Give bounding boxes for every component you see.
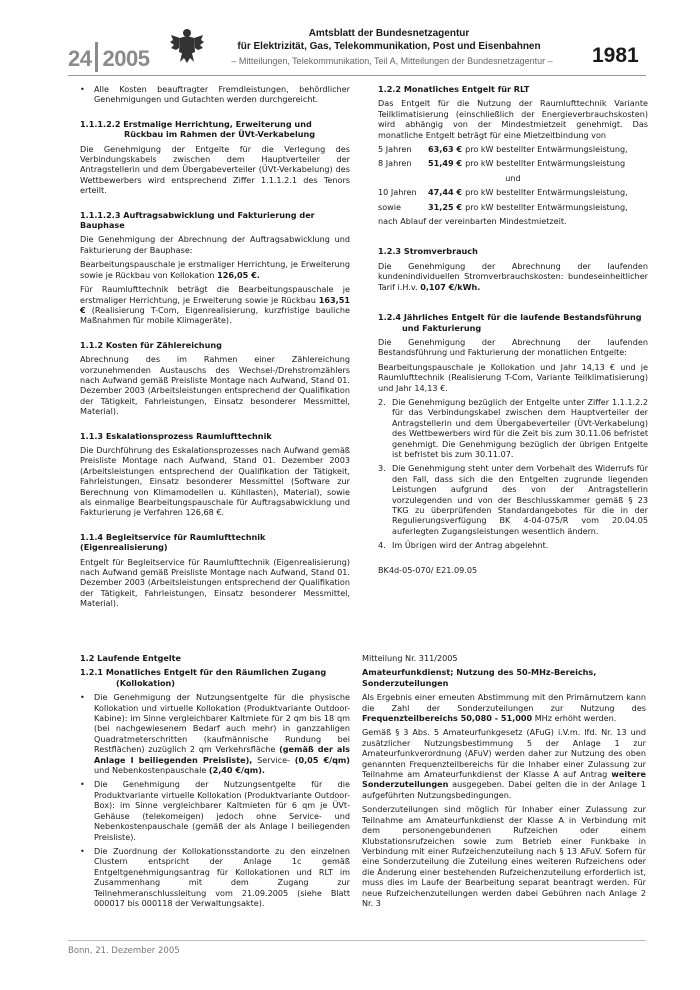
list-item: • Die Zuordnung der Kollokationsstandorte zu den einzelnen Clustern entspricht der Anlage 1c gemäß Entgeltgenehmigungsantrag für Kollokationen und RLT im Zusammenhang mit dem Zugang zur Teilnehmeranschlussleitung vom 21.09.2005 (siehe Blatt 000017 bis 000118 der Verwaltungsakte). xyxy=(80,846,350,908)
issue-year: 2005 xyxy=(102,46,150,71)
issue-separator xyxy=(95,42,98,72)
section-heading: 1.2.4 Jährliches Entgelt für die laufende Bestandsführung und Fakturierung xyxy=(378,312,642,333)
numbered-item: 4. Im Übrigen wird der Antrag abgelehnt. xyxy=(378,540,549,551)
list-item: • Die Genehmigung der Nutzungsentgelte für die Produktvariante virtuelle Kollokation (Produktvariante Outdoor-Box): im Sinne vergleichbarer Kaltmieten für 6 qm je ÜVt-Gehäuse (telekomeigen) jedoch ohne Service- und Nebenkostenpauschale (gemäß der als Anlage I beiliegenden Preisliste). xyxy=(80,779,350,841)
price-value: 51,49 € xyxy=(428,158,463,169)
announcement-number: Mitteilung Nr. 311/2005 xyxy=(362,653,458,663)
paragraph: Das Entgelt für die Nutzung der Raumlufttechnik Variante Teilklimatisierung (einschließlich der Energieverbrauchskosten) wird abhängig von der Mindestmietzeit genehmigt. Das monatliche Entgelt beträgt für eine Mietzeitbindung von xyxy=(378,98,648,140)
paragraph: Sonderzuteilungen sind möglich für Inhaber einer Zulassung zur Teilnahme am Amateurfunkdienst der Klasse A in Verbindung mit dem personengebundenen Rufzeichen oder einem Klubstationsrufzeichen sowie zum Betrieb einer Funkbake in Verbindung mit einer Rufzeichenzuteilung nach § 13 AFuV. Sofern für eine Sonderzuteilung die Zuteilung eines weiteren Rufzeichens oder die Änderung einer bestehenden Rufzeichenzuteilung erforderlich ist, muss dies im Laufe der Bearbeitung separat beantragt werden. Für neue Rufzeichenzuteilungen werden dabei Gebühren nach Anlage 2 Nr. 3 xyxy=(362,804,646,908)
paragraph: Abrechnung des im Rahmen einer Zählereichung vorzunehmenden Austauschs des Wechsel-/Drehstromzählers nach Aufwand gemäß Preisliste Montage nach Aufwand, Stand 01. Dezember 2003 (Arbeitsleistungen entsprechend der Qualifikation der Tätigkeit, Fahrleistungen, Einsatz besonderer Messmittel, Material). xyxy=(80,354,350,417)
paragraph: Die Durchführung des Eskalationsprozesses nach Aufwand gemäß Preisliste Montage nach Aufwand, Stand 01. Dezember 2003 (Arbeitsleistungen entsprechend der Qualifikation der Tätigkeit, Fahrleistungen, Einsatz besonderer Messmittel (Software zur Berechnung von Klimamodellen u. Kühllasten), Material), sowie als einmalige Bearbeitungspauschale für Auftragsabwicklung und Fakturierung je Verfahren 126,68 €. xyxy=(80,444,350,518)
right-column xyxy=(378,84,648,579)
section-heading: 1.1.1.2.2 Erstmalige Herrichtung, Erweiterung und Rückbau im Rahmen der ÜVt-Verkabelung xyxy=(80,118,316,140)
paragraph: Die Genehmigung der Abrechnung der Auftragsabwicklung und Fakturierung der Bauphase: xyxy=(80,234,350,255)
section-heading: 1.2 Laufende Entgelte xyxy=(80,653,181,663)
paragraph: Als Ergebnis einer erneuten Abstimmung mit den Primärnutzern kann die Zahl der Sonderzuteilungen zur Nutzung des Frequenzteilbereichs 50,080 - 51,000 MHz erhöht werden. xyxy=(362,692,646,724)
paragraph: Die Genehmigung der Abrechnung der laufenden Bestandsführung und Fakturierung der monatlichen Entgelte: xyxy=(378,336,648,358)
journal-title-line2: für Elektrizität, Gas, Telekommunikation, Post und Eisenbahnen xyxy=(237,41,541,52)
price-value: 126,05 €. xyxy=(217,269,260,280)
footer-date: Bonn, 21. Dezember 2005 xyxy=(68,946,180,956)
price-value: 0,107 €/kWh. xyxy=(420,281,481,292)
section-heading: 1.2.2 Monatliches Entgelt für RLT xyxy=(378,84,530,94)
price-value: 63,63 € xyxy=(428,144,463,155)
paragraph: Bearbeitungspauschale je erstmaliger Herrichtung, je Erweiterung sowie je Rückbau von Kollokation 126,05 €. xyxy=(80,259,350,280)
journal-title-line1: Amtsblatt der Bundesnetzagentur xyxy=(308,28,470,39)
price-value: 31,25 € xyxy=(428,201,463,212)
footer-divider xyxy=(68,940,646,941)
conjunction: und xyxy=(505,172,521,183)
paragraph: Die Genehmigung der Entgelte für die Verlegung des Verbindungskabels zwischen dem Hauptverteiler der Antragstellerin und dem Übergabeverteiler (ÜVt-Verkabelung) des Wettbewerbers wird entsprechend Ziffer 1.1.1.2.1 des Tenors erteilt. xyxy=(80,143,350,196)
paragraph: Für Raumlufttechnik beträgt die Bearbeitungspauschale je erstmaliger Herrichtung, je Erweiterung sowie je Rückbau 163,51 € (Realisierung T-Com, Eigenrealisierung, kurzfristige bauliche Maßnahmen für mobile Klimageräte). xyxy=(80,284,350,326)
announcement-section xyxy=(362,653,646,912)
section-heading: 1.2.3 Stromverbrauch xyxy=(378,246,478,257)
list-item: • Die Genehmigung der Nutzungsentgelte für die physische Kollokation und virtuelle Kollokation (Produktvariante Outdoor-Kabine): im Sinne vergleichbarer Kaltmiete für 2 qm bis 18 qm (bei nachgewiesenem Bedarf auch mehr) in ganzzahligen Quadratmeterschritten (kaufmännische Rundung bei Restflächen) zuzüglich 2 qm Verkehrsfläche (gemäß der als Anlage I beiliegenden Preisliste), Service- (0,05 €/qm) und Nebenkostenpauschale (2,40 €/qm). xyxy=(80,692,350,775)
paragraph: Entgelt für Begleitservice für Raumlufttechnik (Eigenrealisierung) nach Aufwand gemäß Preisliste Montage nach Aufwand, Stand 01. Dezember 2003 (Arbeitsleistungen entsprechend der Qualifikation der Tätigkeit, Fahrleistungen, Einsatz besonderer Messmittel, Material). xyxy=(80,556,350,609)
rate-row: 5 Jahren 63,63 € pro kW bestellter Entwärmungsleistung, xyxy=(378,144,628,155)
left-column xyxy=(80,84,350,613)
section-heading: 1.1.2 Kosten für Zählereichung xyxy=(80,339,222,350)
issue-number: 24 xyxy=(68,46,92,71)
issue-label xyxy=(68,42,149,72)
page-number: 1981 xyxy=(592,44,639,67)
paragraph: Die Genehmigung der Abrechnung der laufenden kundenindividuellen Stromverbrauchskosten: bundeseinheitlicher Tarif i.H.v. 0,107 €/kWh. xyxy=(378,260,648,292)
numbered-item: 2. Die Genehmigung bezüglich der Entgelte unter Ziffer 1.1.1.2.2 für das Verbindungskabel zwischen dem Hauptverteiler der Antragstellerin und dem Übergabeverteiler (ÜVt-Verkabelung) des Wettbewerbers wird für die Zeit bis zum 30.11.06 befristet genehmigt. Die Genehmigung bezüglich der übrigen Entgelte ist befristet bis zum 30.11.07. xyxy=(378,396,648,459)
paragraph: nach Ablauf der vereinbarten Mindestmietzeit. xyxy=(378,216,567,227)
paragraph: Gemäß § 3 Abs. 5 Amateurfunkgesetz (AFuG) i.V.m. lfd. Nr. 13 und zusätzlicher Nutzungsbestimmung 5 der Anlage 1 zur Amateurfunkverordnung (AFuV) werden daher zur Nutzung des oben genannten Frequenzteilbereichs für die Inhaber einer Zulassung zur Teilnahme am Amateurfunkdienst der Klasse A auf Antrag weitere Sonderzuteilungen ausgegeben. Dabei gelten die in der Anlage 1 aufgeführten Nutzungsbedingungen. xyxy=(362,727,646,800)
journal-subtitle: – Mitteilungen, Telekommunikation, Teil A, Mitteilungen der Bundesnetzagentur – xyxy=(231,56,553,66)
numbered-item: 3. Die Genehmigung steht unter dem Vorbehalt des Widerrufs für den Fall, dass sich die den Entgelten zugrunde liegenden Leistungen aufgrund des von der Antragstellerin vorzulegenden und von der Beschlusskammer gemäß § 23 TKG zu überprüfenden Standardangebotes für die in der Regulierungsverfügung BK 4-04-075/R vom 20.04.05 auferlegten Zugangsleistungen wesentlich ändern. xyxy=(378,463,648,536)
paragraph: Bearbeitungspauschale je Kollokation und Jahr 14,13 € und je Raumlufttechnik (Realisierung T-Com, Variante Teilklimatisierung) und Jahr 14,13 €. xyxy=(378,361,648,393)
section-heading: 1.1.4 Begleitservice für Raumlufttechnik (Eigenrealisierung) xyxy=(80,531,266,553)
section-heading: 1.1.1.2.3 Auftragsabwicklung und Fakturierung der Bauphase xyxy=(80,209,315,231)
announcement-title: Amateurfunkdienst; Nutzung des 50-MHz-Bereichs, Sonderzuteilungen xyxy=(362,667,597,688)
rate-row: 8 Jahren 51,49 € pro kW bestellter Entwärmungsleistung xyxy=(378,158,626,169)
journal-title xyxy=(214,27,564,53)
reference-code: BK4d-05-070/ E21.09.05 xyxy=(378,564,478,575)
section-heading: 1.1.3 Eskalationsprozess Raumlufttechnik xyxy=(80,430,272,441)
header-divider xyxy=(68,75,646,76)
price-value: 47,44 € xyxy=(428,187,463,198)
rate-row: sowie 31,25 € pro kW bestellter Entwärmungsleistung, xyxy=(378,201,628,212)
section-heading: 1.2.1 Monatliches Entgelt für den Räumlichen Zugang (Kollokation) xyxy=(80,667,327,688)
running-fees-section xyxy=(80,653,350,912)
price-value: 163,51 € xyxy=(80,294,350,315)
rate-row: 10 Jahren 47,44 € pro kW bestellter Entwärmungsleistung, xyxy=(378,187,628,198)
list-item: • Alle Kosten beauftragter Fremdleistungen, behördlicher Genehmigungen und Gutachten werden durchgereicht. xyxy=(80,84,350,105)
